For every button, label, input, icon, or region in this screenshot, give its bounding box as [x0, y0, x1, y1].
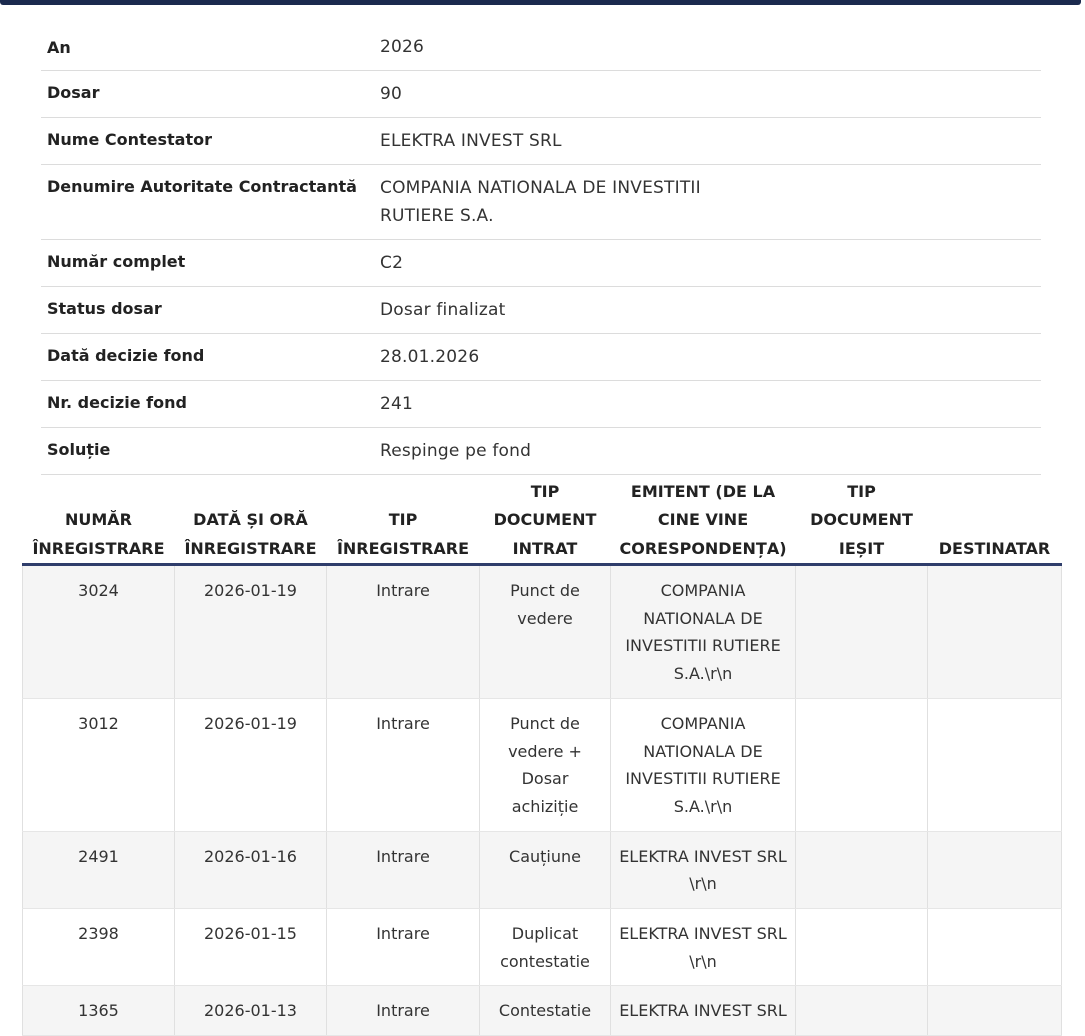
- detail-label: Soluție: [41, 428, 380, 475]
- column-header-emitent[interactable]: EMITENT (DE LA CINE VINE CORESPONDENȚA): [611, 466, 796, 565]
- column-header-destinatar[interactable]: DESTINATAR: [928, 466, 1062, 565]
- table-row: [23, 986, 1062, 1036]
- detail-value: 2026: [380, 27, 1041, 71]
- detail-row-nr-decizie: [41, 381, 1041, 428]
- detail-row-dosar: [41, 71, 1041, 118]
- column-header-data[interactable]: DATĂ ȘI ORĂ ÎNREGISTRARE: [175, 466, 327, 565]
- detail-value: Dosar finalizat: [380, 287, 1041, 334]
- cell-numar: 1365: [23, 986, 175, 1036]
- detail-value: COMPANIA NATIONALA DE INVESTITII RUTIERE S.A.: [380, 165, 1041, 240]
- cell-tip: Intrare: [327, 698, 480, 831]
- registry-header-row: [23, 466, 1062, 565]
- cell-tip: Intrare: [327, 909, 480, 986]
- cell-doc-intrat: Punct de vedere + Dosar achiziție: [480, 698, 611, 831]
- cell-doc-iesit: [796, 565, 928, 699]
- detail-row-an: [41, 27, 1041, 71]
- table-row: [23, 565, 1062, 699]
- detail-label: Dată decizie fond: [41, 334, 380, 381]
- cell-doc-intrat: Punct de vedere: [480, 565, 611, 699]
- cell-tip: Intrare: [327, 831, 480, 908]
- cell-destinatar: [928, 831, 1062, 908]
- detail-value: 241: [380, 381, 1041, 428]
- detail-row-data-decizie: [41, 334, 1041, 381]
- detail-label: Status dosar: [41, 287, 380, 334]
- cell-numar: 2398: [23, 909, 175, 986]
- column-header-doc-intrat[interactable]: TIP DOCUMENT INTRAT: [480, 466, 611, 565]
- column-header-doc-iesit[interactable]: TIP DOCUMENT IEȘIT: [796, 466, 928, 565]
- detail-label: Denumire Autoritate Contractantă: [41, 165, 380, 240]
- cell-tip: Intrare: [327, 986, 480, 1036]
- column-header-tip[interactable]: TIP ÎNREGISTRARE: [327, 466, 480, 565]
- cell-emitent: COMPANIA NATIONALA DE INVESTITII RUTIERE S.A.\r\n: [611, 565, 796, 699]
- cell-data: 2026-01-16: [175, 831, 327, 908]
- cell-numar: 2491: [23, 831, 175, 908]
- detail-label: Număr complet: [41, 240, 380, 287]
- registry-table: [22, 466, 1062, 1036]
- cell-doc-iesit: [796, 831, 928, 908]
- cell-doc-intrat: Duplicat contestatie: [480, 909, 611, 986]
- detail-value: C2: [380, 240, 1041, 287]
- table-row: [23, 831, 1062, 908]
- cell-data: 2026-01-19: [175, 698, 327, 831]
- cell-tip: Intrare: [327, 565, 480, 699]
- cell-doc-iesit: [796, 698, 928, 831]
- detail-value: ELEKTRA INVEST SRL: [380, 118, 1041, 165]
- detail-row-autoritate: [41, 165, 1041, 240]
- column-header-numar[interactable]: NUMĂR ÎNREGISTRARE: [23, 466, 175, 565]
- cell-doc-intrat: Contestatie: [480, 986, 611, 1036]
- detail-label: Nume Contestator: [41, 118, 380, 165]
- cell-data: 2026-01-19: [175, 565, 327, 699]
- cell-data: 2026-01-15: [175, 909, 327, 986]
- cell-destinatar: [928, 986, 1062, 1036]
- cell-emitent: ELEKTRA INVEST SRL \r\n: [611, 831, 796, 908]
- cell-emitent: ELEKTRA INVEST SRL \r\n: [611, 909, 796, 986]
- detail-row-complet: [41, 240, 1041, 287]
- detail-value: Respinge pe fond: [380, 428, 1041, 475]
- cell-destinatar: [928, 909, 1062, 986]
- detail-label: Dosar: [41, 71, 380, 118]
- detail-row-contestator: [41, 118, 1041, 165]
- cell-doc-iesit: [796, 986, 928, 1036]
- cell-doc-intrat: Cauțiune: [480, 831, 611, 908]
- cell-data: 2026-01-13: [175, 986, 327, 1036]
- detail-value: 90: [380, 71, 1041, 118]
- cell-numar: 3024: [23, 565, 175, 699]
- cell-emitent: ELEKTRA INVEST SRL: [611, 986, 796, 1036]
- cell-destinatar: [928, 698, 1062, 831]
- case-details-table: [41, 27, 1041, 475]
- detail-value: 28.01.2026: [380, 334, 1041, 381]
- cell-numar: 3012: [23, 698, 175, 831]
- detail-label: An: [41, 27, 380, 71]
- table-row: [23, 698, 1062, 831]
- cell-destinatar: [928, 565, 1062, 699]
- cell-emitent: COMPANIA NATIONALA DE INVESTITII RUTIERE S.A.\r\n: [611, 698, 796, 831]
- cell-doc-iesit: [796, 909, 928, 986]
- table-row: [23, 909, 1062, 986]
- detail-row-status: [41, 287, 1041, 334]
- top-accent-bar: [0, 0, 1081, 5]
- detail-label: Nr. decizie fond: [41, 381, 380, 428]
